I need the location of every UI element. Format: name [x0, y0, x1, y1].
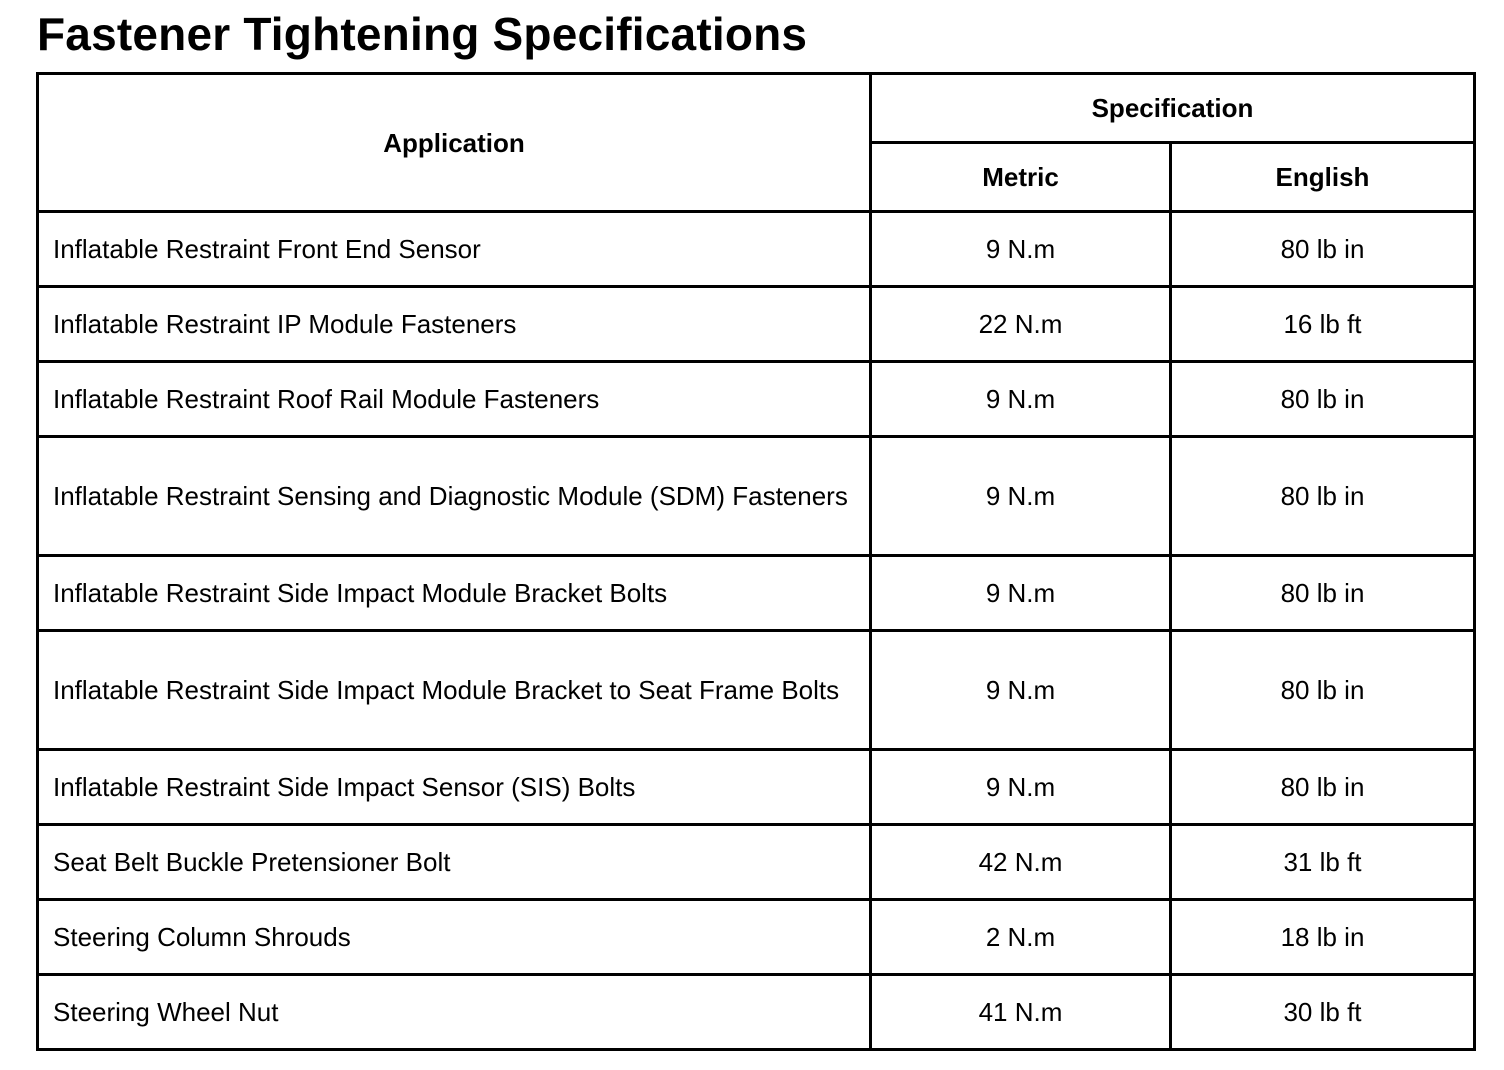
header-row-top — [38, 74, 1475, 143]
metric-cell: 42 N.m — [871, 825, 1171, 900]
table-row — [38, 825, 1475, 900]
application-cell: Inflatable Restraint Roof Rail Module Fasteners — [38, 362, 871, 437]
application-cell: Inflatable Restraint Front End Sensor — [38, 212, 871, 287]
english-cell: 80 lb in — [1171, 750, 1475, 825]
header-specification: Specification — [871, 74, 1475, 143]
page-title: Fastener Tightening Specifications — [37, 8, 808, 60]
metric-cell: 9 N.m — [871, 631, 1171, 750]
metric-cell: 9 N.m — [871, 750, 1171, 825]
table-row — [38, 556, 1475, 631]
table-row — [38, 631, 1475, 750]
application-cell: Steering Column Shrouds — [38, 900, 871, 975]
english-cell: 80 lb in — [1171, 556, 1475, 631]
application-cell: Seat Belt Buckle Pretensioner Bolt — [38, 825, 871, 900]
table-row — [38, 900, 1475, 975]
english-cell: 80 lb in — [1171, 362, 1475, 437]
metric-cell: 41 N.m — [871, 975, 1171, 1050]
application-cell: Inflatable Restraint Sensing and Diagnostic Module (SDM) Fasteners — [38, 437, 871, 556]
header-application: Application — [38, 74, 871, 212]
english-cell: 16 lb ft — [1171, 287, 1475, 362]
header-metric: Metric — [871, 143, 1171, 212]
header-english: English — [1171, 143, 1475, 212]
english-cell: 31 lb ft — [1171, 825, 1475, 900]
table-row — [38, 212, 1475, 287]
application-cell: Inflatable Restraint Side Impact Module Bracket Bolts — [38, 556, 871, 631]
metric-cell: 9 N.m — [871, 556, 1171, 631]
english-cell: 18 lb in — [1171, 900, 1475, 975]
application-cell: Inflatable Restraint Side Impact Module Bracket to Seat Frame Bolts — [38, 631, 871, 750]
table-row — [38, 287, 1475, 362]
metric-cell: 9 N.m — [871, 362, 1171, 437]
metric-cell: 2 N.m — [871, 900, 1171, 975]
english-cell: 80 lb in — [1171, 212, 1475, 287]
application-cell: Steering Wheel Nut — [38, 975, 871, 1050]
english-cell: 80 lb in — [1171, 437, 1475, 556]
table-row — [38, 975, 1475, 1050]
fastener-spec-table — [36, 72, 1476, 1051]
table-row — [38, 750, 1475, 825]
metric-cell: 22 N.m — [871, 287, 1171, 362]
application-cell: Inflatable Restraint IP Module Fasteners — [38, 287, 871, 362]
metric-cell: 9 N.m — [871, 437, 1171, 556]
application-cell: Inflatable Restraint Side Impact Sensor (SIS) Bolts — [38, 750, 871, 825]
table-row — [38, 437, 1475, 556]
english-cell: 30 lb ft — [1171, 975, 1475, 1050]
metric-cell: 9 N.m — [871, 212, 1171, 287]
table-row — [38, 362, 1475, 437]
english-cell: 80 lb in — [1171, 631, 1475, 750]
